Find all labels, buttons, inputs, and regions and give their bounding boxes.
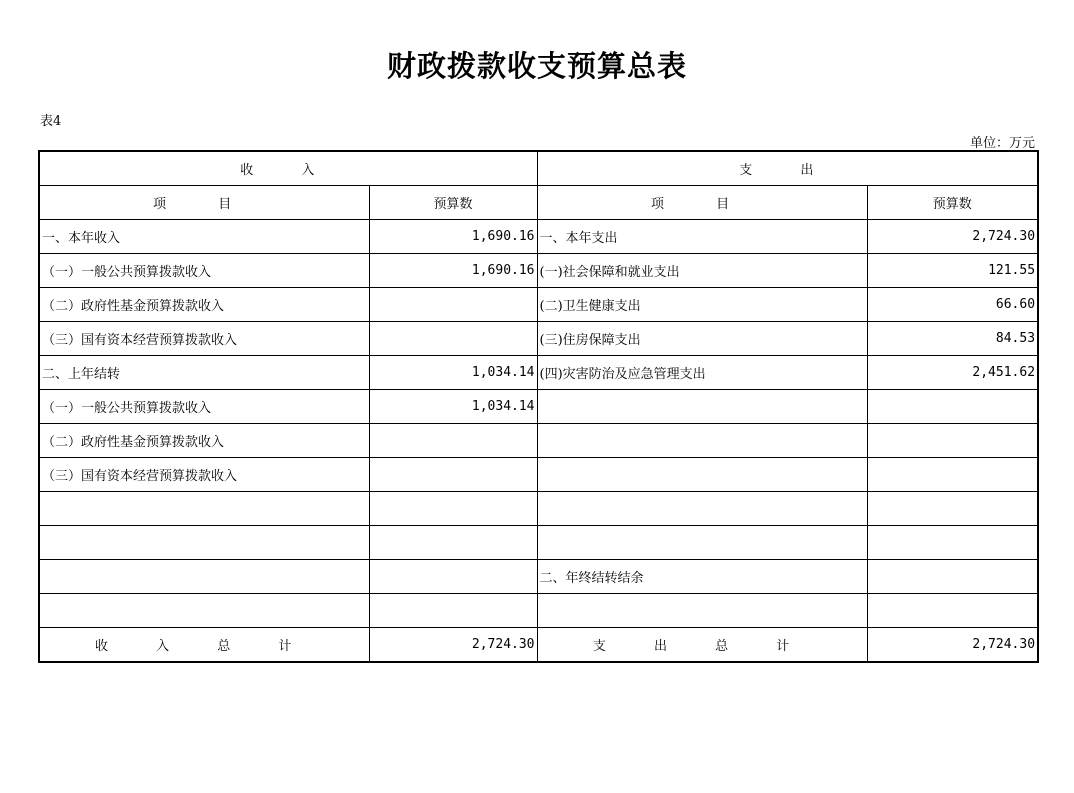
totals-row (39, 628, 1038, 663)
income-value (369, 424, 537, 458)
table-row (39, 424, 1038, 458)
income-item: （二）政府性基金预算拨款收入 (39, 288, 369, 322)
page-title: 财政拨款收支预算总表 (386, 49, 687, 83)
table-row (39, 220, 1038, 254)
expense-item: (二)卫生健康支出 (537, 288, 867, 322)
header-row-sections (39, 151, 1038, 186)
expense-item (537, 390, 867, 424)
expense-value: 2,724.30 (867, 220, 1038, 254)
unit-label: 单位：万元 (969, 136, 1035, 151)
table-row (39, 492, 1038, 526)
table-row (39, 526, 1038, 560)
income-value: 1,034.14 (369, 390, 537, 424)
expense-value: 2,451.62 (867, 356, 1038, 390)
income-item: （三）国有资本经营预算拨款收入 (39, 322, 369, 356)
expense-value (867, 390, 1038, 424)
expense-item (537, 458, 867, 492)
expense-item (537, 526, 867, 560)
expense-total-label: 支 出 总 计 (537, 628, 867, 663)
expense-value (867, 526, 1038, 560)
expense-total-value: 2,724.30 (867, 628, 1038, 663)
income-item-header: 项 目 (39, 186, 369, 220)
table-row (39, 322, 1038, 356)
income-item: （一）一般公共预算拨款收入 (39, 254, 369, 288)
expense-value (867, 560, 1038, 594)
income-value: 1,690.16 (369, 254, 537, 288)
income-item (39, 492, 369, 526)
income-item: （三）国有资本经营预算拨款收入 (39, 458, 369, 492)
income-item: 一、本年收入 (39, 220, 369, 254)
expense-value (867, 594, 1038, 628)
expense-item: (一)社会保障和就业支出 (537, 254, 867, 288)
expense-item (537, 424, 867, 458)
table-number: 表4 (40, 114, 62, 129)
income-value: 1,034.14 (369, 356, 537, 390)
income-value (369, 560, 537, 594)
expense-value: 121.55 (867, 254, 1038, 288)
income-value (369, 458, 537, 492)
header-row-columns (39, 186, 1038, 220)
expense-item (537, 492, 867, 526)
table-row (39, 560, 1038, 594)
income-value (369, 526, 537, 560)
income-budget-header: 预算数 (369, 186, 537, 220)
expense-budget-header: 预算数 (867, 186, 1038, 220)
income-value: 1,690.16 (369, 220, 537, 254)
income-item: （二）政府性基金预算拨款收入 (39, 424, 369, 458)
income-item: 二、上年结转 (39, 356, 369, 390)
income-total-value: 2,724.30 (369, 628, 537, 663)
table-row (39, 288, 1038, 322)
income-item: （一）一般公共预算拨款收入 (39, 390, 369, 424)
expense-section-header: 支 出 (537, 151, 1038, 186)
income-item (39, 594, 369, 628)
expense-value (867, 458, 1038, 492)
income-item (39, 560, 369, 594)
income-section-header: 收 入 (39, 151, 537, 186)
table-row (39, 458, 1038, 492)
income-item (39, 526, 369, 560)
table-row (39, 594, 1038, 628)
expense-item: 二、年终结转结余 (537, 560, 867, 594)
expense-item: (四)灾害防治及应急管理支出 (537, 356, 867, 390)
income-value (369, 288, 537, 322)
expense-value (867, 424, 1038, 458)
expense-item: (三)住房保障支出 (537, 322, 867, 356)
table-row (39, 356, 1038, 390)
expense-item (537, 594, 867, 628)
expense-item: 一、本年支出 (537, 220, 867, 254)
income-value (369, 492, 537, 526)
budget-table (38, 150, 1039, 663)
income-value (369, 322, 537, 356)
expense-value: 66.60 (867, 288, 1038, 322)
expense-value: 84.53 (867, 322, 1038, 356)
income-total-label: 收 入 总 计 (39, 628, 369, 663)
income-value (369, 594, 537, 628)
table-row (39, 254, 1038, 288)
expense-item-header: 项 目 (537, 186, 867, 220)
table-row (39, 390, 1038, 424)
expense-value (867, 492, 1038, 526)
